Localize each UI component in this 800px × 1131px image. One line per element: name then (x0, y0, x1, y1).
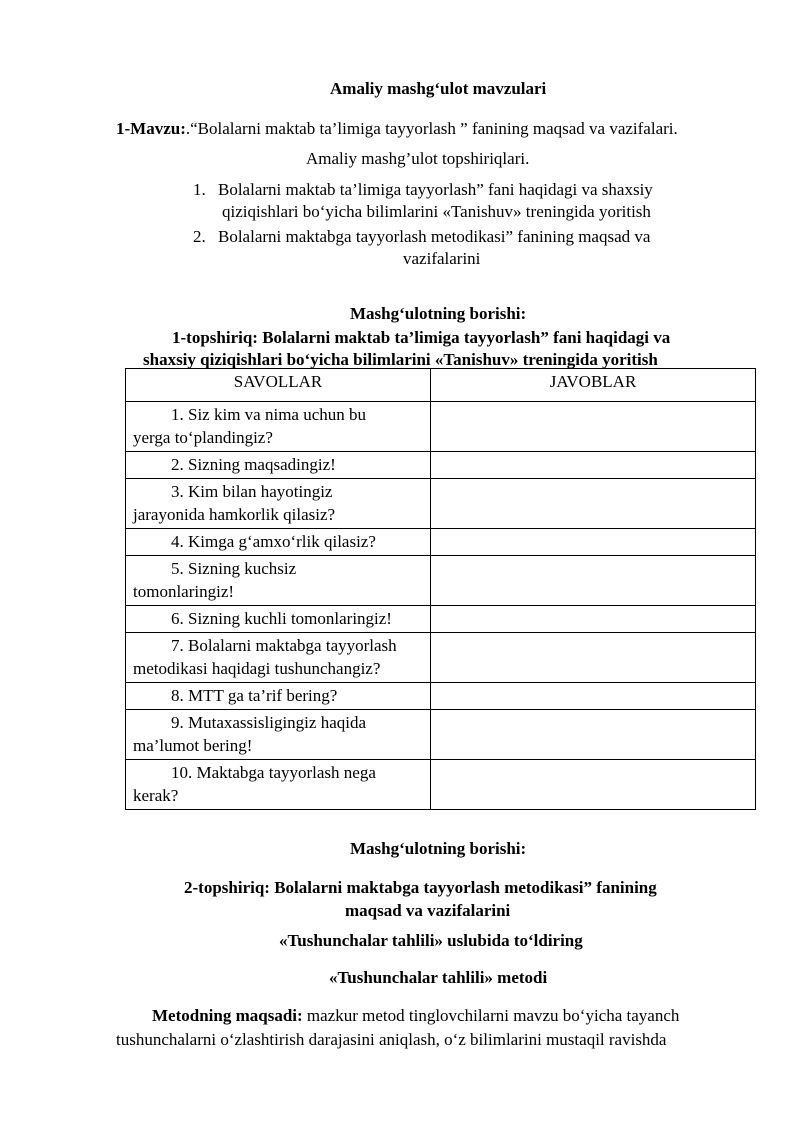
task-text-line1: Bolalarni maktabga tayyorlash metodikasi” fanining maqsad va (218, 227, 651, 246)
method-title: «Tushunchalar tahlili» metodi (329, 968, 548, 987)
answer-cell[interactable] (431, 529, 756, 556)
answer-cell[interactable] (431, 606, 756, 633)
answer-cell[interactable] (431, 556, 756, 606)
answer-cell[interactable] (431, 760, 756, 810)
question-cell: 10. Maktabga tayyorlash nega kerak? (126, 760, 431, 810)
question-cell: 9. Mutaxassisligingiz haqida ma’lumot bering! (126, 710, 431, 760)
purpose-label: Metodning maqsadi: (152, 1006, 303, 1025)
section2-heading: Mashg‘ulotning borishi: (350, 839, 527, 858)
table-row (126, 402, 756, 452)
table-row (126, 452, 756, 479)
task-text-line1: Bolalarni maktab ta’limiga tayyorlash” fani haqidagi va shaxsiy (218, 180, 653, 199)
question-cell: 2. Sizning maqsadingiz! (126, 452, 431, 479)
header-savollar: SAVOLLAR (126, 369, 431, 402)
task-item-2 (193, 225, 650, 248)
answer-cell[interactable] (431, 402, 756, 452)
questions-table (125, 368, 756, 810)
purpose-text: mazkur metod tinglovchilarni mavzu bo‘yicha tayanch (302, 1006, 680, 1025)
task-number: 2. (193, 227, 206, 246)
section1-task-line2: shaxsiy qiziqishlari bo‘yicha bilimlarini «Tanishuv» treningida yoritish (143, 350, 658, 369)
answer-cell[interactable] (431, 683, 756, 710)
table-row (126, 633, 756, 683)
question-cell: 3. Kim bilan hayotingiz jarayonida hamkorlik qilasiz? (126, 479, 431, 529)
topic-text: .“Bolalarni maktab ta’limiga tayyorlash ” fanining maqsad va vazifalari. (185, 119, 678, 138)
question-cell: 5. Sizning kuchsiz tomonlaringiz! (126, 556, 431, 606)
task-item-1 (193, 178, 653, 201)
section1-task-line1: 1-topshiriq: Bolalarni maktab ta’limiga tayyorlash” fani haqidagi va (172, 328, 671, 347)
section1-heading: Mashg‘ulotning borishi: (350, 304, 527, 323)
answer-cell[interactable] (431, 479, 756, 529)
purpose-line2: tushunchalarni o‘zlashtirish darajasini aniqlash, o‘z bilimlarini mustaqil ravishda (116, 1030, 667, 1049)
table-row (126, 479, 756, 529)
table-row (126, 556, 756, 606)
table-row (126, 760, 756, 810)
tasks-heading: Amaliy mashg’ulot topshiriqlari. (306, 149, 530, 168)
topic-line (116, 117, 678, 140)
topic-label: 1-Mavzu: (116, 119, 186, 138)
question-cell: 6. Sizning kuchli tomonlaringiz! (126, 606, 431, 633)
page-title: Amaliy mashg‘ulot mavzulari (330, 79, 547, 98)
task-text-line2: vazifalarini (403, 249, 481, 268)
question-cell: 4. Kimga g‘amxo‘rlik qilasiz? (126, 529, 431, 556)
table-row (126, 683, 756, 710)
header-javoblar: JAVOBLAR (431, 369, 756, 402)
task-number: 1. (193, 180, 206, 199)
table-row (126, 529, 756, 556)
purpose-line1 (152, 1004, 679, 1027)
table-row (126, 606, 756, 633)
table-header-row (126, 369, 756, 402)
question-cell: 1. Siz kim va nima uchun bu yerga to‘plandingiz? (126, 402, 431, 452)
answer-cell[interactable] (431, 710, 756, 760)
section2-task-line2: maqsad va vazifalarini (345, 901, 511, 920)
task-text-line2: qiziqishlari bo‘yicha bilimlarini «Tanishuv» treningida yoritish (222, 202, 651, 221)
method-instruction: «Tushunchalar tahlili» uslubida to‘ldiring (279, 931, 583, 950)
section2-task-line1: 2-topshiriq: Bolalarni maktabga tayyorlash metodikasi” fanining (184, 878, 657, 897)
answer-cell[interactable] (431, 633, 756, 683)
answer-cell[interactable] (431, 452, 756, 479)
table-row (126, 710, 756, 760)
question-cell: 8. MTT ga ta’rif bering? (126, 683, 431, 710)
question-cell: 7. Bolalarni maktabga tayyorlash metodikasi haqidagi tushunchangiz? (126, 633, 431, 683)
